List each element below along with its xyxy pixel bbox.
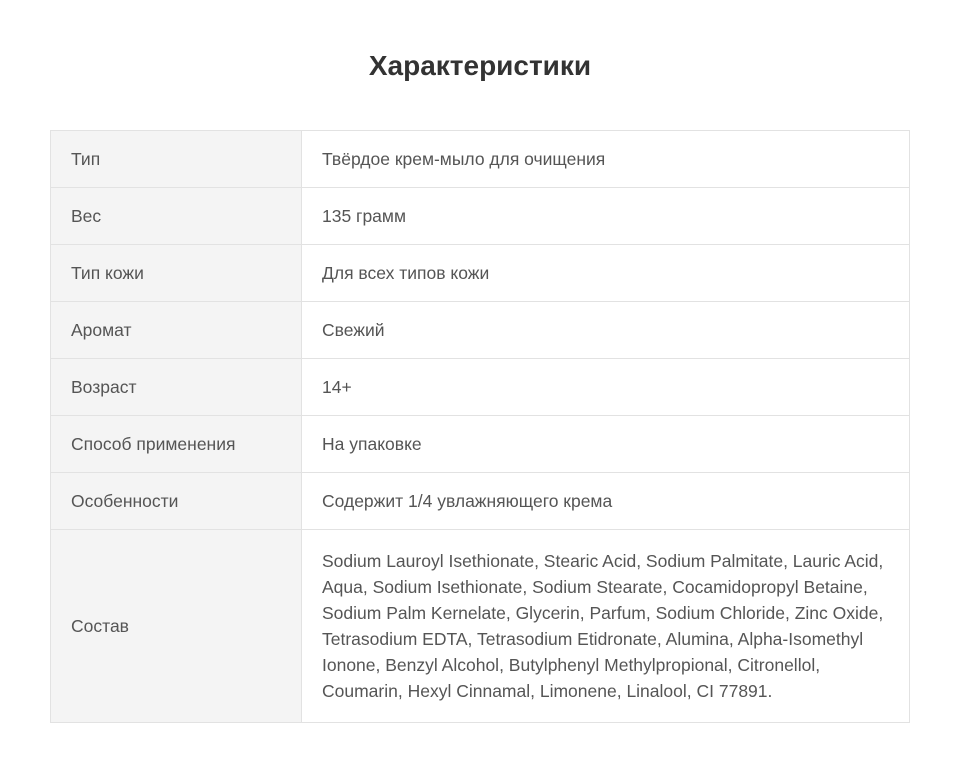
spec-value-skin-type: Для всех типов кожи <box>302 245 910 302</box>
table-row <box>51 416 910 473</box>
spec-label-weight: Вес <box>51 188 302 245</box>
table-row <box>51 302 910 359</box>
spec-value-weight: 135 грамм <box>302 188 910 245</box>
spec-value-features: Содержит 1/4 увлажняющего крема <box>302 473 910 530</box>
spec-value-usage: На упаковке <box>302 416 910 473</box>
table-row <box>51 530 910 723</box>
table-row <box>51 188 910 245</box>
spec-label-skin-type: Тип кожи <box>51 245 302 302</box>
spec-value-type: Твёрдое крем-мыло для очищения <box>302 131 910 188</box>
specs-table <box>50 130 910 723</box>
spec-value-aroma: Свежий <box>302 302 910 359</box>
spec-label-usage: Способ применения <box>51 416 302 473</box>
table-row <box>51 473 910 530</box>
spec-label-aroma: Аромат <box>51 302 302 359</box>
spec-value-age: 14+ <box>302 359 910 416</box>
spec-label-composition: Состав <box>51 530 302 723</box>
page-title: Характеристики <box>368 50 592 81</box>
spec-label-type: Тип <box>51 131 302 188</box>
table-row <box>51 131 910 188</box>
spec-label-features: Особенности <box>51 473 302 530</box>
table-row <box>51 359 910 416</box>
spec-value-composition: Sodium Lauroyl Isethionate, Stearic Acid, Sodium Palmitate, Lauric Acid, Aqua, Sodium Isethionate, Sodium Stearate, Cocamidopropyl Betaine, Sodium Palm Kernelate, Glycerin, Parfum, Sodium Chloride, Zinc Oxide, Tetrasodium EDTA, Tetrasodium Etidronate, Alumina, Alpha-Isomethyl Ionone, Benzyl Alcohol, Butylphenyl Methylpropional, Citronellol, Coumarin, Hexyl Cinnamal, Limonene, Linalool, CI 77891. <box>302 530 910 723</box>
spec-label-age: Возраст <box>51 359 302 416</box>
table-row <box>51 245 910 302</box>
